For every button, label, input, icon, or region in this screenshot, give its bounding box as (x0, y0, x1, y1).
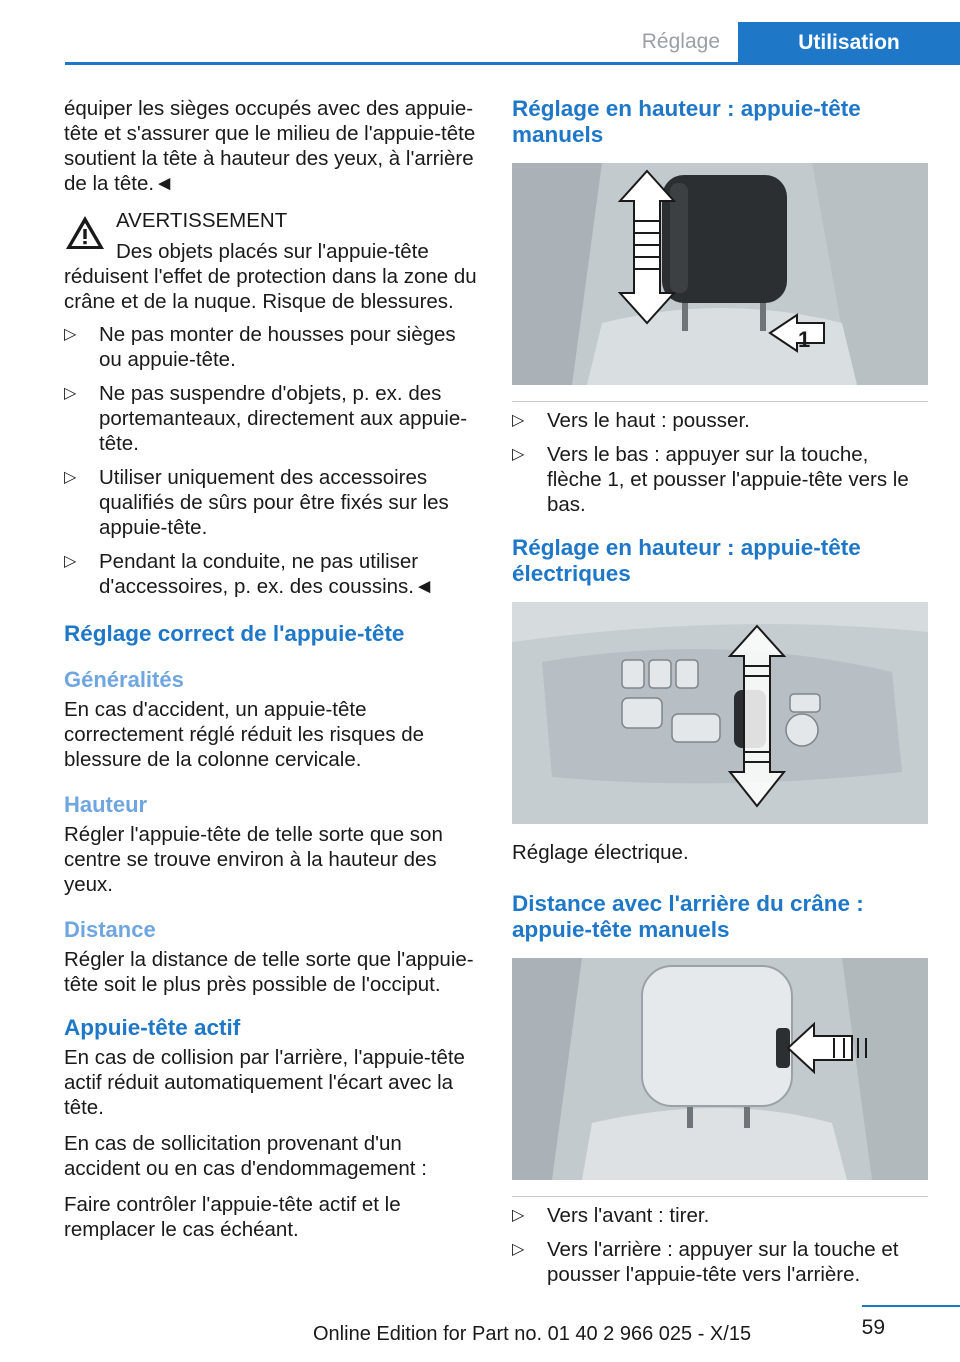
warning-list (64, 322, 480, 599)
footer-rule (862, 1305, 960, 1307)
seat-controls-illustration (512, 602, 928, 824)
intro-paragraph: équiper les sièges occupés avec des appuie-tête et s'assurer que le milieu de l'appuie-tête soutient la tête à hauteur des yeux, à l'arrière de la tête.◄ (64, 97, 476, 195)
list-item: ▷ Vers l'avant : tirer. (512, 1204, 710, 1227)
heading-appuie-tete-actif: Appuie-tête actif (64, 1015, 241, 1040)
triangle-bullet-icon: ▷ (64, 385, 77, 402)
paragraph-actif-3: Faire contrôler l'appuie-tête actif et le remplacer le cas échéant. (64, 1193, 401, 1241)
figure-headrest-electric (512, 602, 928, 824)
list-item: ▷ Pendant la conduite, ne pas utiliser d'accessoires, p. ex. des coussins.◄ (64, 550, 435, 598)
figure-label-1: 1 (798, 327, 811, 352)
headrest-manual-illustration (512, 163, 928, 385)
triangle-bullet-icon: ▷ (512, 412, 525, 429)
heading-reglage-correct: Réglage correct de l'appuie-tête (64, 621, 405, 646)
heading-distance: Distance (64, 917, 156, 942)
triangle-bullet-icon: ▷ (512, 1241, 525, 1258)
headrest-distance-illustration (512, 958, 928, 1180)
divider (512, 401, 928, 402)
heading-reglage-electriques: Réglage en hauteur : appuie-tête électriques (512, 535, 861, 586)
paragraph-actif-2: En cas de sollicitation provenant d'un accident ou en cas d'endommagement : (64, 1132, 427, 1180)
triangle-bullet-icon: ▷ (512, 446, 525, 463)
edition-text: Online Edition for Part no. 01 40 2 966 025 - X/15 (313, 1323, 752, 1345)
right-column (512, 96, 928, 1296)
paragraph-hauteur: Régler l'appuie-tête de telle sorte que son centre se trouve environ à la hauteur des yeux. (64, 823, 443, 896)
left-column (64, 96, 480, 1242)
warning-title: AVERTISSEMENT (116, 209, 288, 232)
triangle-bullet-icon: ▷ (64, 326, 77, 343)
paragraph-actif-1: En cas de collision par l'arrière, l'appuie-tête actif réduit automatiquement l'écart avec la tête. (64, 1046, 465, 1119)
paragraph-distance: Régler la distance de telle sorte que l'appuie-tête soit le plus près possible de l'occiput. (64, 948, 474, 996)
list-item: ▷ Utiliser uniquement des accessoires qualifiés de sûrs pour être fixés sur les appuie-tête. (64, 466, 449, 539)
manual-height-list (512, 408, 928, 517)
warning-block (64, 208, 480, 314)
triangle-bullet-icon: ▷ (512, 1207, 525, 1224)
page-number: 59 (861, 1316, 885, 1339)
figure-headrest-distance (512, 958, 928, 1180)
warning-body: Des objets placés sur l'appuie-tête réduisent l'effet de protection dans la zone du crâne et de la nuque. Risque de blessures. (64, 240, 477, 313)
list-item: ▷ Ne pas suspendre d'objets, p. ex. des portemanteaux, directement aux appuie-tête. (64, 382, 468, 455)
list-item: ▷ Vers l'arrière : appuyer sur la touche et pousser l'appuie-tête vers l'arrière. (512, 1238, 899, 1286)
heading-hauteur: Hauteur (64, 792, 148, 817)
list-item: ▷ Vers le bas : appuyer sur la touche, flèche 1, et pousser l'appuie-tête vers le bas. (512, 443, 909, 516)
divider (512, 1196, 928, 1197)
header-section: Réglage (641, 30, 720, 53)
list-item: ▷ Vers le haut : pousser. (512, 409, 750, 432)
page-header (65, 22, 960, 65)
list-item: ▷ Ne pas monter de housses pour sièges ou appuie-tête. (64, 323, 456, 371)
heading-distance-manuels: Distance avec l'arrière du crâne : appuie-tête manuels (512, 891, 864, 942)
caption-electrique: Réglage électrique. (512, 841, 689, 864)
header-tab[interactable]: Utilisation (738, 22, 960, 62)
distance-list (512, 1203, 928, 1287)
triangle-bullet-icon: ▷ (64, 553, 77, 570)
figure-headrest-manual-height (512, 163, 928, 385)
triangle-bullet-icon: ▷ (64, 469, 77, 486)
paragraph-generalites: En cas d'accident, un appuie-tête correctement réglé réduit les risques de blessure de la colonne cervicale. (64, 698, 425, 771)
heading-reglage-manuels: Réglage en hauteur : appuie-tête manuels (512, 96, 861, 147)
warning-triangle-icon (64, 214, 106, 251)
heading-generalites: Généralités (64, 667, 184, 692)
